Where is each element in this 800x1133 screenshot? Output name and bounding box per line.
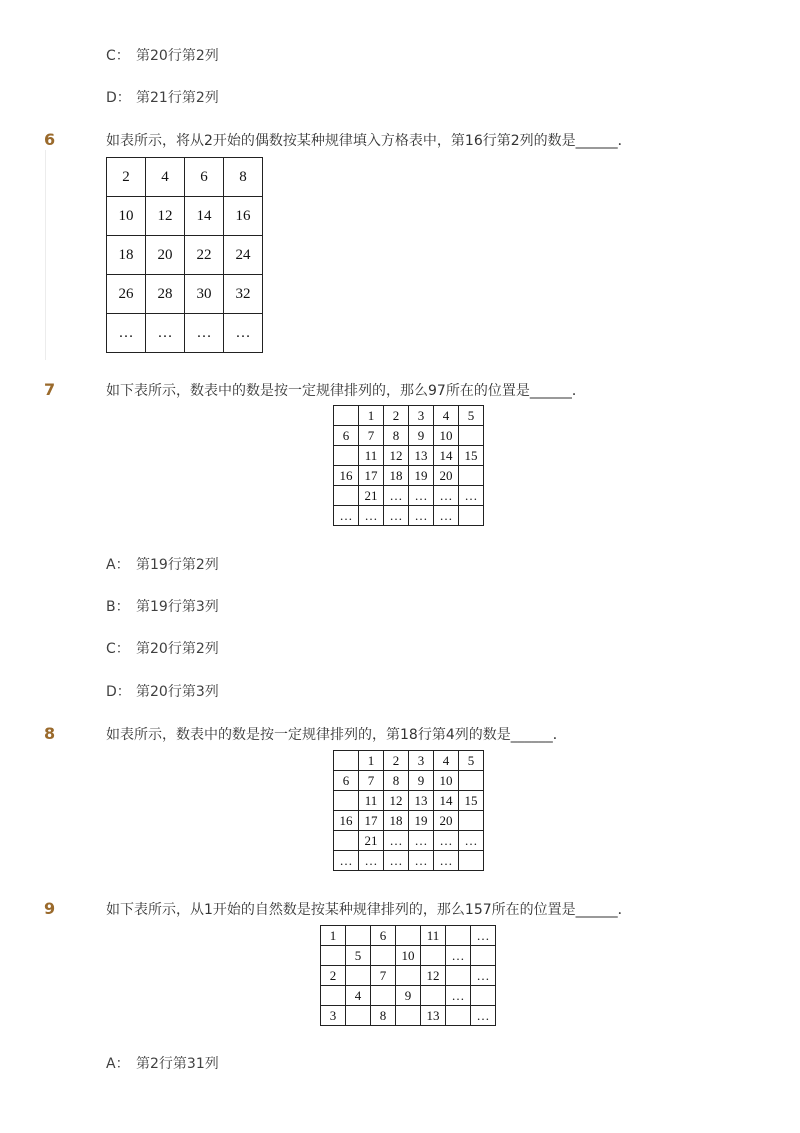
table-cell: …: [434, 851, 459, 871]
table-cell: 7: [359, 771, 384, 791]
table-cell: 12: [384, 791, 409, 811]
table-cell: 10: [107, 197, 146, 236]
question-divider: [45, 150, 46, 360]
table-cell: 19: [409, 811, 434, 831]
table-cell: 9: [409, 426, 434, 446]
table-cell: [446, 1006, 471, 1026]
option-text: 第21行第2列: [136, 90, 219, 106]
table-cell: [396, 966, 421, 986]
table-cell: 6: [334, 426, 359, 446]
question-text-9: 如下表所示，从1开始的自然数是按某种规律排列的，那么157所在的位置是______．: [106, 902, 632, 918]
option-c-prev[interactable]: [106, 47, 219, 65]
table-row: [334, 426, 484, 446]
table-cell: 5: [459, 406, 484, 426]
table-cell: 1: [359, 751, 384, 771]
table-cell: 10: [434, 771, 459, 791]
table-row: [321, 1006, 496, 1026]
table-cell: …: [334, 506, 359, 526]
table-cell: …: [224, 314, 263, 353]
table-cell: …: [359, 506, 384, 526]
question-text-8: 如表所示，数表中的数是按一定规律排列的，第18行第4列的数是______．: [106, 727, 567, 743]
table-cell: 16: [224, 197, 263, 236]
table-cell: 14: [434, 446, 459, 466]
table-cell: 20: [146, 236, 185, 275]
table-cell: 5: [459, 751, 484, 771]
option-letter: A：: [106, 557, 130, 573]
table-row: [321, 946, 496, 966]
table-cell: 19: [409, 466, 434, 486]
table-cell: [334, 751, 359, 771]
table-cell: [334, 791, 359, 811]
table-row: [334, 811, 484, 831]
table-row: [107, 158, 263, 197]
option-d-prev[interactable]: [106, 89, 219, 107]
table-cell: 3: [409, 406, 434, 426]
table-cell: [459, 811, 484, 831]
table-cell: …: [146, 314, 185, 353]
option-text: 第20行第2列: [136, 641, 219, 657]
number-table-9: [320, 925, 496, 1026]
table-cell: 18: [107, 236, 146, 275]
option-letter: D：: [106, 90, 131, 106]
table-row: [334, 486, 484, 506]
table-cell: …: [384, 831, 409, 851]
table-cell: 16: [334, 466, 359, 486]
option-letter: C：: [106, 641, 130, 657]
table-cell: [346, 926, 371, 946]
table-cell: 14: [434, 791, 459, 811]
table-row: [107, 197, 263, 236]
table-cell: [459, 771, 484, 791]
table-cell: 10: [396, 946, 421, 966]
question-number-8: 8: [44, 724, 56, 743]
table-cell: 11: [359, 446, 384, 466]
table-cell: 9: [409, 771, 434, 791]
table-cell: 18: [384, 811, 409, 831]
table-cell: 17: [359, 811, 384, 831]
table-cell: 12: [384, 446, 409, 466]
number-table-7: [333, 405, 484, 526]
table-cell: [446, 926, 471, 946]
table-cell: 2: [384, 406, 409, 426]
table-cell: [421, 986, 446, 1006]
table-cell: [334, 486, 359, 506]
option-c-q7[interactable]: [106, 640, 219, 658]
table-cell: 32: [224, 275, 263, 314]
question-number-9: 9: [44, 899, 56, 918]
table-cell: 13: [421, 1006, 446, 1026]
table-cell: …: [359, 851, 384, 871]
table-cell: 8: [371, 1006, 396, 1026]
option-a-q7[interactable]: [106, 556, 219, 574]
table-cell: 15: [459, 446, 484, 466]
table-cell: 4: [434, 751, 459, 771]
option-a-q9[interactable]: [106, 1055, 219, 1073]
number-table-8: [333, 750, 484, 871]
table-cell: 22: [185, 236, 224, 275]
table-cell: 15: [459, 791, 484, 811]
table-cell: …: [384, 851, 409, 871]
table-row: [334, 506, 484, 526]
table-cell: 3: [321, 1006, 346, 1026]
table-row: [334, 791, 484, 811]
table-cell: 7: [359, 426, 384, 446]
table-cell: …: [434, 486, 459, 506]
table-row: [321, 966, 496, 986]
table-cell: 1: [321, 926, 346, 946]
table-cell: [346, 1006, 371, 1026]
option-b-q7[interactable]: [106, 598, 219, 616]
table-cell: [371, 946, 396, 966]
option-letter: A：: [106, 1056, 130, 1072]
table-cell: 8: [224, 158, 263, 197]
table-cell: 26: [107, 275, 146, 314]
question-number-6: 6: [44, 130, 56, 149]
table-cell: …: [384, 486, 409, 506]
option-text: 第2行第31列: [136, 1056, 219, 1072]
table-cell: [334, 406, 359, 426]
table-cell: 24: [224, 236, 263, 275]
table-cell: …: [434, 506, 459, 526]
table-cell: …: [409, 831, 434, 851]
table-cell: 13: [409, 791, 434, 811]
table-cell: …: [409, 486, 434, 506]
table-cell: [459, 466, 484, 486]
table-cell: …: [471, 966, 496, 986]
table-cell: [334, 831, 359, 851]
table-cell: …: [107, 314, 146, 353]
table-row: [334, 466, 484, 486]
table-cell: [421, 946, 446, 966]
table-cell: 12: [146, 197, 185, 236]
table-row: [334, 831, 484, 851]
table-cell: [396, 1006, 421, 1026]
table-cell: 5: [346, 946, 371, 966]
table-cell: [471, 986, 496, 1006]
table-cell: 17: [359, 466, 384, 486]
table-cell: …: [459, 831, 484, 851]
option-text: 第20行第3列: [136, 684, 219, 700]
table-cell: [471, 946, 496, 966]
table-cell: 4: [346, 986, 371, 1006]
table-cell: [321, 986, 346, 1006]
table-cell: 6: [334, 771, 359, 791]
table-cell: …: [384, 506, 409, 526]
table-cell: [334, 446, 359, 466]
table-row: [107, 314, 263, 353]
table-cell: 6: [185, 158, 224, 197]
table-cell: 2: [107, 158, 146, 197]
table-cell: 2: [384, 751, 409, 771]
question-text-7: 如下表所示，数表中的数是按一定规律排列的，那么97所在的位置是______．: [106, 383, 586, 399]
table-cell: 7: [371, 966, 396, 986]
table-cell: 1: [359, 406, 384, 426]
table-cell: 28: [146, 275, 185, 314]
table-cell: …: [446, 946, 471, 966]
table-cell: 12: [421, 966, 446, 986]
table-cell: …: [446, 986, 471, 1006]
table-cell: 10: [434, 426, 459, 446]
option-text: 第19行第3列: [136, 599, 219, 615]
table-cell: 30: [185, 275, 224, 314]
table-cell: 21: [359, 831, 384, 851]
option-text: 第20行第2列: [136, 48, 219, 64]
table-cell: [459, 506, 484, 526]
table-cell: 8: [384, 426, 409, 446]
table-cell: …: [434, 831, 459, 851]
table-cell: 9: [396, 986, 421, 1006]
table-cell: [446, 966, 471, 986]
table-row: [334, 771, 484, 791]
table-cell: 21: [359, 486, 384, 506]
option-letter: D：: [106, 684, 131, 700]
table-row: [334, 751, 484, 771]
table-cell: [371, 986, 396, 1006]
option-letter: C：: [106, 48, 130, 64]
table-cell: …: [185, 314, 224, 353]
table-cell: …: [471, 1006, 496, 1026]
table-row: [334, 446, 484, 466]
table-row: [321, 986, 496, 1006]
table-cell: 11: [421, 926, 446, 946]
table-cell: [346, 966, 371, 986]
question-number-7: 7: [44, 380, 56, 399]
table-cell: 4: [146, 158, 185, 197]
table-cell: 20: [434, 466, 459, 486]
question-text-6: 如表所示，将从2开始的偶数按某种规律填入方格表中，第16行第2列的数是______．: [106, 133, 632, 149]
number-table-6: [106, 157, 263, 353]
option-d-q7[interactable]: [106, 683, 219, 701]
table-cell: 8: [384, 771, 409, 791]
option-letter: B：: [106, 599, 130, 615]
table-cell: …: [409, 851, 434, 871]
option-text: 第19行第2列: [136, 557, 219, 573]
table-cell: [321, 946, 346, 966]
table-cell: 11: [359, 791, 384, 811]
table-row: [334, 851, 484, 871]
table-row: [334, 406, 484, 426]
table-cell: [396, 926, 421, 946]
table-cell: [459, 426, 484, 446]
table-cell: 14: [185, 197, 224, 236]
table-cell: 6: [371, 926, 396, 946]
table-cell: 20: [434, 811, 459, 831]
table-cell: 2: [321, 966, 346, 986]
table-cell: …: [471, 926, 496, 946]
table-cell: 16: [334, 811, 359, 831]
table-row: [107, 236, 263, 275]
table-cell: …: [334, 851, 359, 871]
table-cell: …: [459, 486, 484, 506]
table-cell: 3: [409, 751, 434, 771]
table-cell: 13: [409, 446, 434, 466]
table-cell: [459, 851, 484, 871]
table-cell: …: [409, 506, 434, 526]
table-row: [107, 275, 263, 314]
table-cell: 18: [384, 466, 409, 486]
table-row: [321, 926, 496, 946]
table-cell: 4: [434, 406, 459, 426]
